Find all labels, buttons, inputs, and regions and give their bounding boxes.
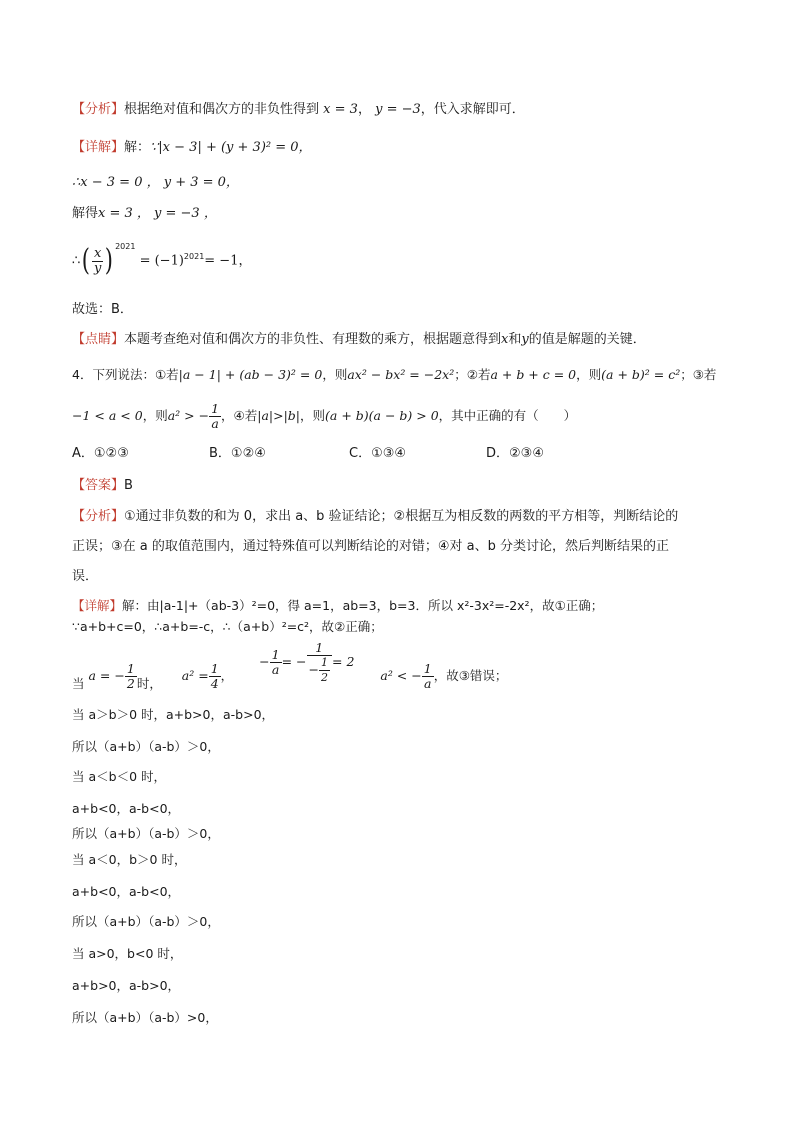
a-squared-fraction (209, 662, 221, 691)
a-fraction (125, 662, 137, 691)
power-exponent: 2021 (183, 251, 205, 261)
right-paren: ) (105, 243, 114, 278)
detail-2-row: 当 a>0，b<0 时， (72, 946, 183, 961)
q4-product-ineq: (a + b)(a − b) > 0 (325, 408, 439, 423)
analysis-text: 根据绝对值和偶次方的非负性得到 (124, 102, 320, 117)
detail-2-row: a+b>0，a-b>0， (72, 978, 181, 993)
q4-text-4: ，则 (576, 367, 602, 382)
comma-1: ， (220, 668, 234, 683)
ineq-den: a (423, 676, 432, 691)
equals-neg: = − (281, 654, 307, 669)
fraction-numerator: x (92, 247, 103, 262)
q4-fraction (209, 402, 221, 431)
compound-inner-fraction (319, 656, 330, 685)
compound-num: 1 (307, 641, 332, 656)
compound-inner-num: 1 (321, 655, 328, 669)
detail-2-row: 所以（a+b）（a-b）>0， (72, 1010, 218, 1025)
q4-then: ，则 (142, 408, 168, 423)
q4-text-3: ；②若 (454, 367, 491, 382)
power-result: = −1， (204, 253, 252, 269)
detail-2-row: a+b<0，a-b<0， (72, 801, 181, 816)
answer-tag: 【答案】 (72, 478, 125, 493)
detail-1-line-2: ∴x − 3 = 0 ， y + 3 = 0， (72, 175, 239, 190)
fraction-denominator: y (94, 260, 102, 276)
q4-ineq: a² > − (167, 408, 210, 423)
detail-1-line-3 (72, 205, 217, 223)
option-c[interactable]: C．①③④ (349, 446, 407, 461)
neg-reciprocal-expr (259, 638, 354, 686)
q4-text-1: 4．下列说法：①若 (72, 367, 179, 382)
q4-fraction-num: 1 (211, 401, 220, 416)
detail-1-line-4 (72, 240, 251, 282)
option-a[interactable]: A．①②③ (72, 446, 129, 461)
detail-2-row: 当 a＜b＜0 时， (72, 769, 166, 784)
comment-text-end: 的值是解题的关键． (528, 332, 646, 347)
detail-2-line-3 (72, 639, 508, 700)
comment-var-x: x (501, 332, 509, 347)
comment-tag: 【点睛】 (72, 332, 125, 347)
analysis-tag: 【分析】 (72, 102, 125, 117)
detail-2-row: a+b<0，a-b<0， (72, 884, 181, 899)
a-squared-ineq: a² < − (380, 668, 422, 683)
answer-value: B (124, 478, 133, 493)
a-fraction-num: 1 (126, 661, 135, 676)
detail-2-row: 所以（a+b）（a-b）＞0， (72, 739, 220, 754)
a-squared-den: 4 (210, 676, 219, 691)
question-4-line-2 (72, 398, 576, 434)
option-d[interactable]: D．②③④ (486, 446, 544, 461)
a-squared-num: 1 (210, 661, 219, 676)
detail-2-row: 所以（a+b）（a-b）＞0， (72, 826, 220, 841)
detail-2-row: 所以（a+b）（a-b）＞0， (72, 914, 220, 929)
a-squared: a² = (181, 668, 209, 683)
comment-text: 本题考查绝对值和偶次方的非负性、有理数的乘方，根据题意得到 (124, 332, 502, 347)
analysis-eq-y: y = −3 (375, 102, 421, 117)
detail-2-line-2: ∵a+b+c=0，∴a+b=-c，∴（a+b）²=c²，故②正确； (72, 619, 383, 634)
neg-reciprocal-den: a (271, 662, 280, 677)
analysis-text-end: ，代入求解即可． (420, 102, 525, 117)
q4-text-7: ，则 (300, 408, 326, 423)
q4-eq-4: (a + b)² = c² (601, 367, 681, 382)
detail-1-conclusion: 故选：B． (72, 302, 133, 317)
question-4-line-1 (72, 366, 716, 384)
detail-equation: ∵|x − 3| + (y + 3)² = 0， (150, 140, 312, 155)
q4-eq-1: |a − 1| + (ab − 3)² = 0 (178, 367, 323, 382)
ineq-fraction (422, 662, 434, 691)
q4-eq-3: a + b + c = 0 (490, 367, 577, 382)
exponent: 2021 (115, 241, 136, 251)
conclusion-3: ，故③错误； (433, 668, 508, 683)
compound-den-neg: − (308, 661, 319, 677)
when-word: 当 (72, 676, 85, 691)
power-expr: = (−1) (139, 253, 184, 269)
comment-var-y: y (521, 332, 529, 347)
neg-reciprocal-num: 1 (271, 647, 280, 662)
q4-text-2: ，则 (322, 367, 348, 382)
detail-tag: 【详解】 (72, 140, 125, 155)
compound-den (307, 656, 332, 685)
compound-fraction (307, 641, 332, 685)
solve-eq: x = 3 ， y = −3 ， (98, 206, 217, 221)
q4-text-5: ；③若 (680, 367, 717, 382)
comment-and: 和 (508, 332, 522, 347)
q4-range: −1 < a < 0 (72, 408, 143, 423)
analysis-2-tag: 【分析】 (72, 509, 125, 524)
x-over-y-fraction (92, 247, 103, 276)
option-b[interactable]: B．①②④ (209, 446, 266, 461)
analysis-2-line-1 (72, 508, 678, 526)
answer-line (72, 477, 133, 495)
detail-2-text-1: 解：由|a-1|+（ab-3）²=0，得 a=1，ab=3，b=3．所以 x²-3x²=-2x²，故①正确； (122, 598, 604, 613)
compound-inner-den: 2 (321, 670, 328, 684)
solve-text: 解得 (72, 206, 99, 221)
detail-2-line-1 (72, 597, 603, 615)
ineq-num: 1 (423, 661, 432, 676)
q4-text-6: ，④若 (221, 408, 258, 423)
detail-prefix: 解： (124, 140, 151, 155)
q4-abs-ineq: |a|>|b| (257, 408, 301, 423)
analysis-2-line-3: 误． (72, 569, 99, 584)
detail-2-row: 当 a＜0，b＞0 时， (72, 852, 187, 867)
analysis-eq-x: x = 3 (323, 102, 358, 117)
q4-fraction-den: a (211, 416, 219, 431)
therefore-symbol: ∴ (72, 253, 81, 269)
analysis-1-line (72, 101, 525, 119)
neg-sign: − (259, 654, 270, 669)
a-value: a = − (88, 668, 125, 683)
detail-2-tag: 【详解】 (72, 598, 123, 613)
analysis-2-line-2: 正误；③在 a 的取值范围内，通过特殊值可以判断结论的对错；④对 a、b 分类讨论，然后判断结果的正 (72, 539, 670, 554)
detail-1-line-1 (72, 139, 312, 157)
analysis-2-text-1: ①通过非负数的和为 0，求出 a、b 验证结论；②根据互为相反数的两数的平方相等，判断结论的 (124, 509, 679, 524)
equals-two: = 2 (332, 654, 355, 669)
time-word: 时， (136, 676, 162, 691)
left-paren: ( (82, 243, 91, 278)
comment-1-line (72, 331, 646, 349)
detail-2-row: 当 a＞b＞0 时，a+b>0，a-b>0， (72, 707, 275, 722)
a-fraction-den: 2 (126, 676, 135, 691)
q4-eq-2: ax² − bx² = −2x² (347, 367, 455, 382)
q4-question-end: ，其中正确的有（ ） (438, 408, 577, 423)
analysis-sep: ， (357, 102, 371, 117)
neg-reciprocal-fraction (270, 648, 282, 677)
